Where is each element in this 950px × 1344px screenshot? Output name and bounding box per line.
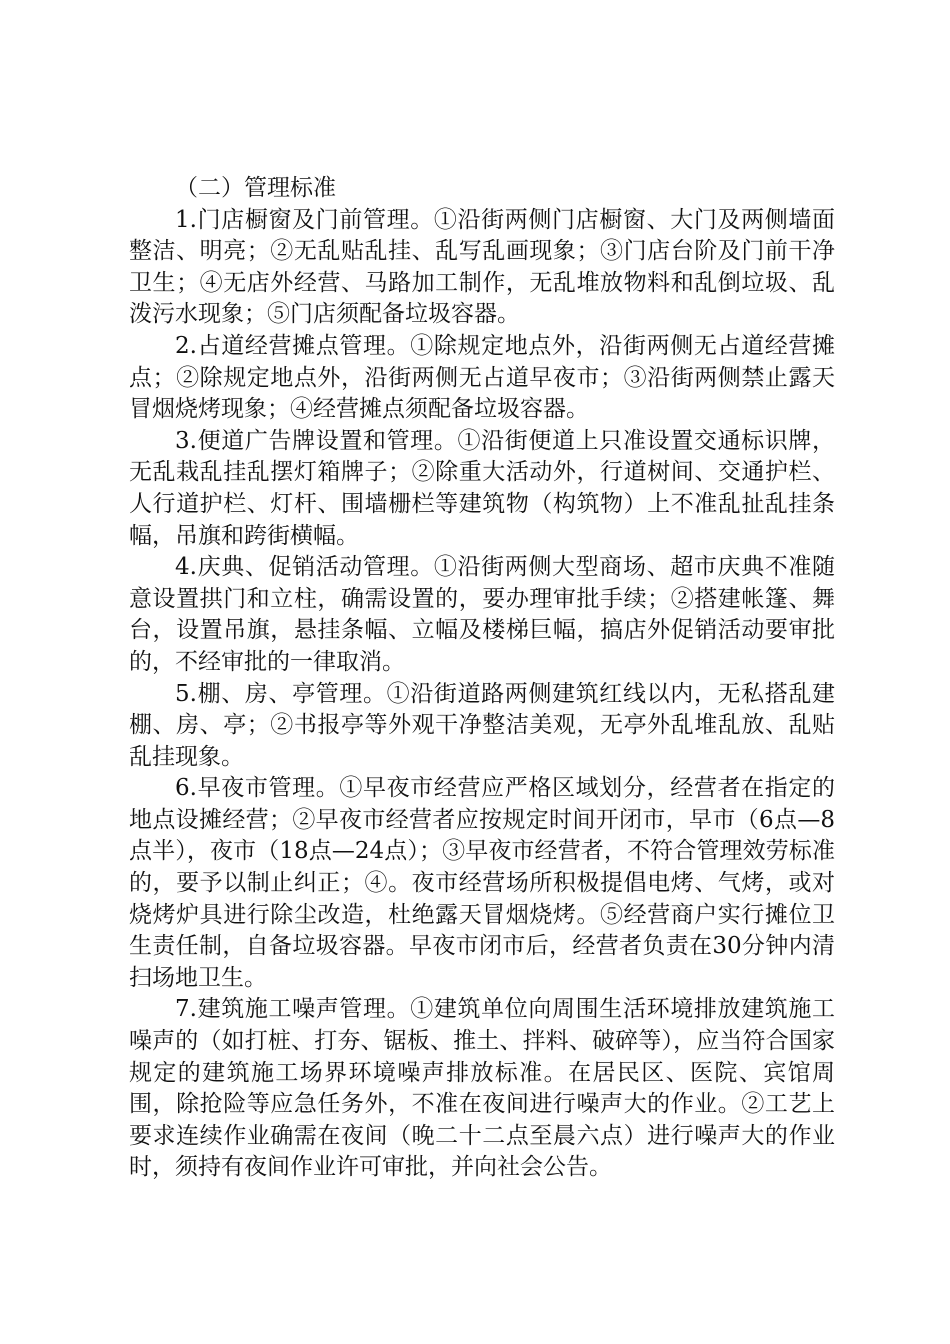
paragraph-construction-noise: 7.建筑施工噪声管理。①建筑单位向周围生活环境排放建筑施工噪声的（如打桩、打夯、锯板、推土、拌料、破碎等），应当符合国家规定的建筑施工场界环境噪声排放标准。在居民区、医院、宾馆周围，除抢险等应急任务外，不准在夜间进行噪声大的作业。②工艺上要求连续作业确需在夜间（晚二十二点至晨六点）进行噪声大的作业时，须持有夜间作业许可审批，并向社会公告。 — [129, 996, 835, 1181]
paragraph-sidewalk-signs: 3.便道广告牌设置和管理。①沿街便道上只准设置交通标识牌，无乱栽乱挂乱摆灯箱牌子；②除重大活动外，行道树间、交通护栏、人行道护栏、灯杆、围墙栅栏等建筑物（构筑物）上不准乱扯乱挂条幅，吊旗和跨街横幅。 — [129, 427, 835, 549]
section-heading: （二）管理标准 — [175, 175, 336, 201]
paragraph-street-stalls: 2.占道经营摊点管理。①除规定地点外，沿街两侧无占道经营摊点；②除规定地点外，沿街两侧无占道早夜市；③沿街两侧禁止露天冒烟烧烤现象；④经营摊点须配备垃圾容器。 — [129, 332, 835, 423]
paragraph-promotion-events: 4.庆典、促销活动管理。①沿街两侧大型商场、超市庆典不准随意设置拱门和立柱，确需设置的，要办理审批手续；②搭建帐篷、舞台，设置吊旗，悬挂条幅、立幅及楼梯巨幅，搞店外促销活动要审批的，不经审批的一律取消。 — [129, 554, 835, 675]
paragraph-night-market: 6.早夜市管理。①早夜市经营应严格区域划分，经营者在指定的地点设摊经营；②早夜市经营者应按规定时间开闭市，早市（6点—8点半），夜市（18点—24点）；③早夜市经营者，不符合管理效劳标准的，要予以制止纠正；④。夜市经营场所积极提倡电烤、气烤，或对烧烤炉具进行除尘改造，杜绝露天冒烟烧烤。⑤经营商户实行摊位卫生责任制，自备垃圾容器。早夜市闭市后，经营者负责在30分钟内清扫场地卫生。 — [129, 775, 835, 991]
paragraph-window-management: 1.门店橱窗及门前管理。①沿街两侧门店橱窗、大门及两侧墙面整洁、明亮；②无乱贴乱挂、乱写乱画现象；③门店台阶及门前干净卫生；④无店外经营、马路加工制作，无乱堆放物料和乱倒垃圾、乱泼污水现象；⑤门店须配备垃圾容器。 — [129, 206, 835, 328]
paragraph-sheds-kiosks: 5.棚、房、亭管理。①沿街道路两侧建筑红线以内，无私搭乱建棚、房、亭；②书报亭等外观干净整洁美观，无亭外乱堆乱放、乱贴乱挂现象。 — [129, 680, 835, 770]
document-body — [129, 173, 835, 1184]
